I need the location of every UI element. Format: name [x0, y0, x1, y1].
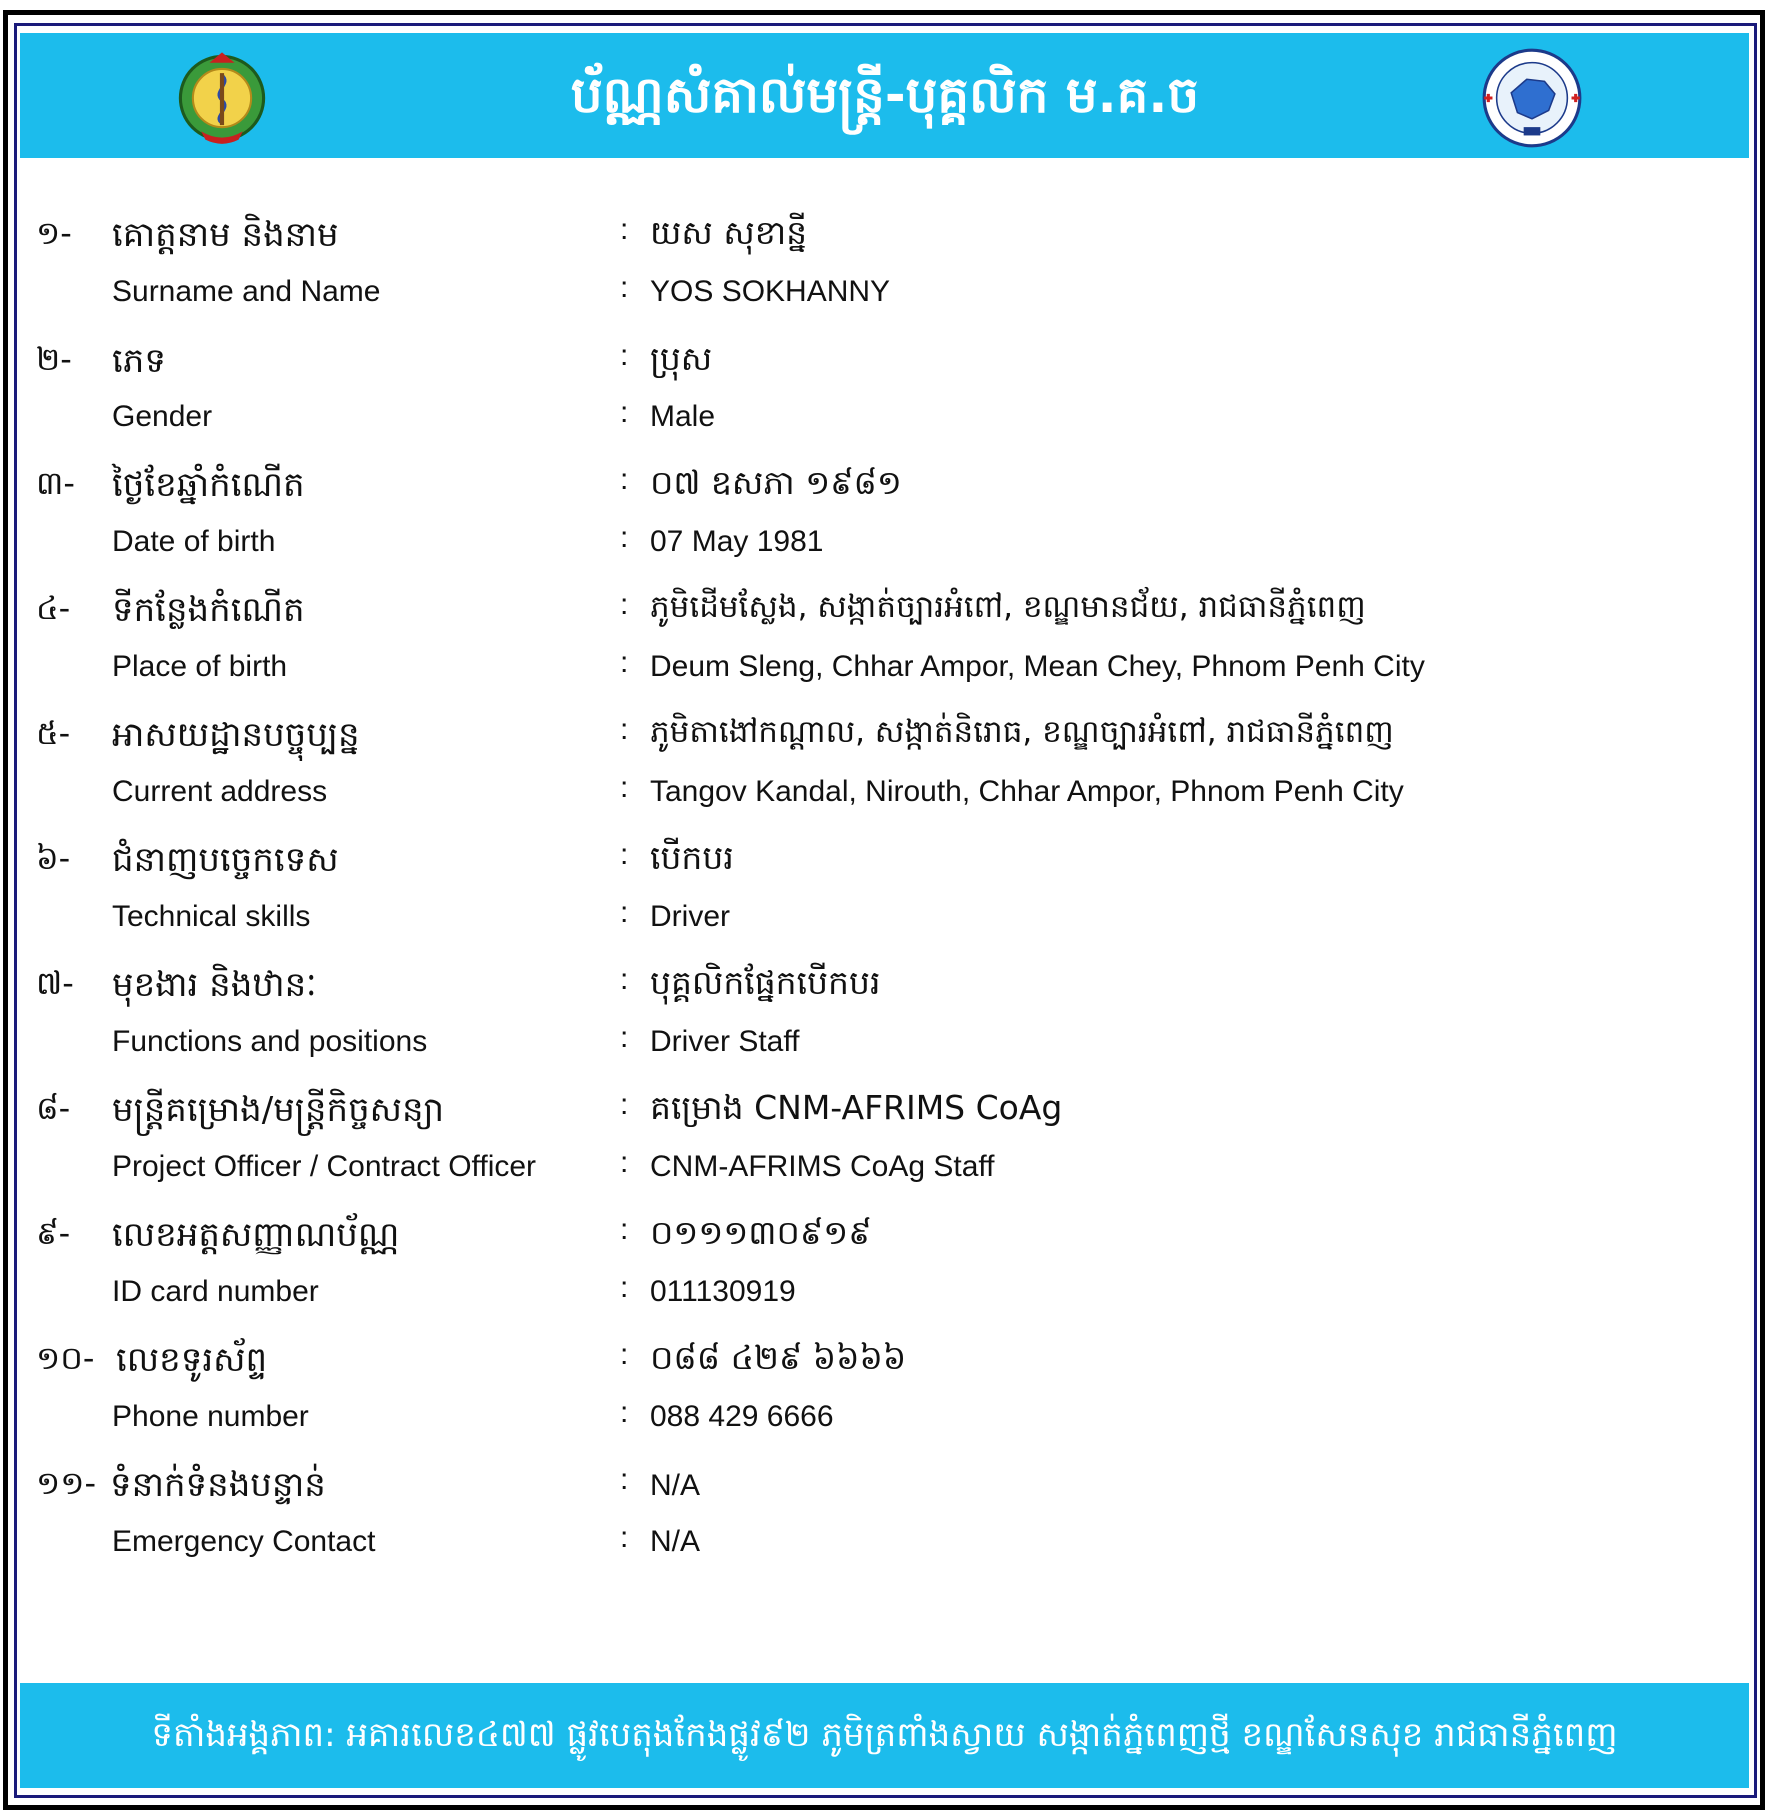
field-row-address-kh [0, 713, 1771, 773]
field-label-en: Date of birth [112, 525, 276, 558]
field-value-en: N/A [650, 1525, 701, 1558]
field-row-emergency-kh [0, 1463, 1771, 1523]
field-row-idcard-en [0, 1271, 1771, 1331]
field-row-position-kh [0, 963, 1771, 1023]
field-row-skills-kh [0, 838, 1771, 898]
field-colon: : [620, 646, 629, 679]
field-label-kh: ទំនាក់ទំនងបន្ទាន់ [110, 1465, 326, 1505]
field-value-kh: ភូមិតាងៅកណ្ដាល, សង្កាត់និរោធ, ខណ្ឌច្បារអំពៅ, រាជធានីភ្នំពេញ [650, 714, 1394, 750]
field-value-kh: គម្រោង CNM-AFRIMS CoAg [650, 1088, 1063, 1127]
field-colon: : [620, 1088, 629, 1121]
field-value-kh: បើកបរ [650, 838, 734, 877]
field-colon: : [620, 396, 629, 429]
field-value-en: YOS SOKHANNY [650, 275, 891, 308]
field-label-kh: គោត្តនាម និងនាម [112, 215, 339, 255]
field-label-en: Place of birth [112, 650, 288, 683]
field-label-en: Emergency Contact [112, 1525, 376, 1558]
field-row-pob-en [0, 646, 1771, 706]
field-row-phone-en [0, 1396, 1771, 1456]
field-number: ១១- [36, 1464, 96, 1502]
field-row-surname-kh [0, 213, 1771, 273]
field-number: ៥- [36, 714, 71, 752]
field-label-en: Technical skills [112, 900, 311, 933]
field-label-en: Gender [112, 400, 213, 433]
field-label-kh: ទីកន្លែងកំណើត [112, 590, 305, 630]
field-label-en: ID card number [112, 1275, 319, 1308]
field-number: ១០- [36, 1339, 95, 1377]
field-row-gender-en [0, 396, 1771, 456]
field-number: ៨- [36, 1089, 71, 1127]
field-label-en: Functions and positions [112, 1025, 428, 1058]
field-label-en: Surname and Name [112, 275, 381, 308]
field-row-dob-kh [0, 463, 1771, 523]
field-value-en: 088 429 6666 [650, 1400, 834, 1433]
field-value-en: Deum Sleng, Chhar Ampor, Mean Chey, Phnom Penh City [650, 650, 1425, 683]
field-value-kh: ប្រុស [650, 339, 713, 378]
field-colon: : [620, 1021, 629, 1054]
field-label-kh: មន្ត្រីគម្រោង/មន្ត្រីកិច្ចសន្យា [112, 1090, 445, 1130]
field-value-kh: យស សុខាន្នី [650, 213, 808, 252]
field-value-kh: ០១១១៣០៩១៩ [650, 1213, 872, 1252]
field-colon: : [620, 963, 629, 996]
field-label-kh: ថ្ងៃខែឆ្នាំកំណើត [112, 465, 305, 505]
field-colon: : [620, 713, 629, 746]
field-value-en: CNM-AFRIMS CoAg Staff [650, 1150, 995, 1183]
field-number: ១- [36, 214, 72, 252]
field-number: ៦- [36, 839, 71, 877]
field-number: ៤- [36, 589, 71, 627]
field-row-skills-en [0, 896, 1771, 956]
field-label-kh: លេខទូរស័ព្ទ [116, 1340, 268, 1380]
field-row-idcard-kh [0, 1213, 1771, 1273]
field-colon: : [620, 771, 629, 804]
office-location-text: ទីតាំងអង្គភាព: អគារលេខ៤៧៧ ផ្លូវបេតុងកែងផ្លូវ៩២ ភូមិត្រពាំងស្វាយ សង្កាត់ភ្នំពេញថ្មី ខណ្ឌសែនសុខ រាជធានីភ្នំពេញ [151, 1715, 1618, 1755]
field-row-surname-en [0, 271, 1771, 331]
field-colon: : [620, 1271, 629, 1304]
field-number: ៧- [36, 964, 74, 1002]
field-colon: : [620, 588, 629, 621]
field-colon: : [620, 463, 629, 496]
field-colon: : [620, 1521, 629, 1554]
field-label-en: Project Officer / Contract Officer [112, 1150, 537, 1183]
field-value-en: Driver Staff [650, 1025, 800, 1058]
field-colon: : [620, 521, 629, 554]
field-colon: : [620, 896, 629, 929]
field-label-kh: ភេទ [112, 341, 166, 381]
field-number: ៣- [36, 464, 75, 502]
field-label-en: Current address [112, 775, 328, 808]
field-row-pob-kh [0, 588, 1771, 648]
field-row-officer-en [0, 1146, 1771, 1206]
field-label-kh: មុខងារ និងឋានៈ [112, 965, 317, 1005]
field-colon: : [620, 838, 629, 871]
field-label-en: Phone number [112, 1400, 309, 1433]
field-row-position-en [0, 1021, 1771, 1081]
field-row-phone-kh [0, 1338, 1771, 1398]
field-row-gender-kh [0, 339, 1771, 399]
field-colon: : [620, 271, 629, 304]
field-colon: : [620, 1463, 629, 1496]
field-number: ២- [36, 340, 72, 378]
field-colon: : [620, 339, 629, 372]
field-label-kh: អាសយដ្ឋានបច្ចុប្បន្ន [112, 715, 360, 755]
field-value-en: Driver [650, 900, 730, 933]
field-colon: : [620, 1146, 629, 1179]
field-value-en: Tangov Kandal, Nirouth, Chhar Ampor, Phnom Penh City [650, 775, 1404, 808]
field-row-dob-en [0, 521, 1771, 581]
field-value-en: Male [650, 400, 716, 433]
field-row-officer-kh [0, 1088, 1771, 1148]
field-colon: : [620, 1213, 629, 1246]
field-colon: : [620, 213, 629, 246]
field-label-kh: លេខអត្តសញ្ញាណប័ណ្ណ [112, 1215, 400, 1255]
field-value-en: 07 May 1981 [650, 525, 824, 558]
field-colon: : [620, 1338, 629, 1371]
field-value-en: 011130919 [650, 1275, 796, 1308]
field-row-emergency-en [0, 1521, 1771, 1581]
field-value-kh: ០៨៨ ៤២៩ ៦៦៦៦ [650, 1338, 907, 1377]
field-number: ៩- [36, 1214, 71, 1252]
field-label-kh: ជំនាញបច្ចេកទេស [112, 840, 339, 880]
field-value-kh: បុគ្គលិកផ្នែកបើកបរ [650, 963, 881, 1002]
field-value-kh: ភូមិដើមស្លែង, សង្កាត់ច្បារអំពៅ, ខណ្ឌមានជ័យ, រាជធានីភ្នំពេញ [650, 589, 1366, 625]
field-colon: : [620, 1396, 629, 1429]
card-title: ប័ណ្ណសំគាល់មន្ត្រី-បុគ្គលិក ម.គ.ច [570, 66, 1200, 124]
field-row-address-en [0, 771, 1771, 831]
field-value-kh: ០៧ ឧសភា ១៩៨១ [650, 463, 902, 502]
field-value-kh: N/A [650, 1469, 701, 1502]
